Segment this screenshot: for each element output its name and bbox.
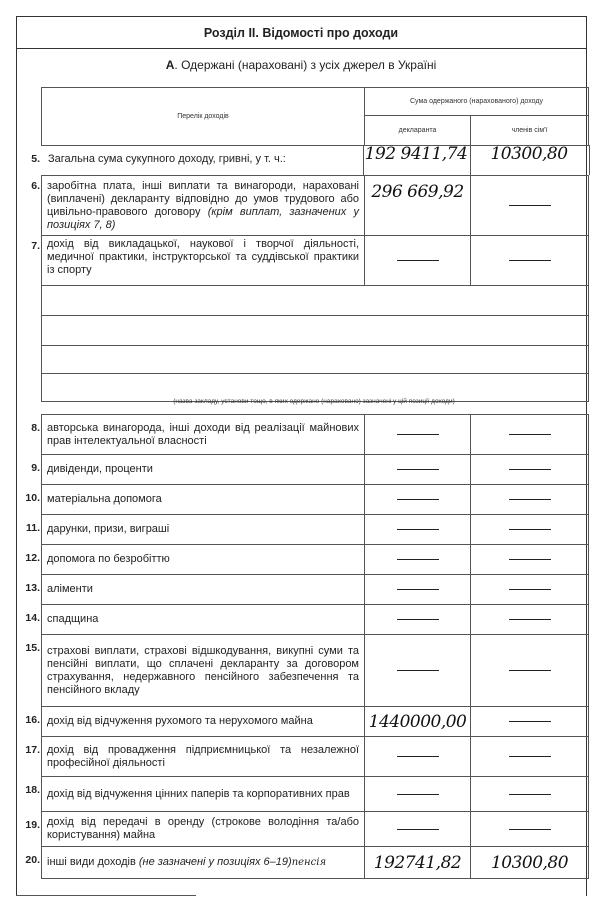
family-cell (471, 515, 589, 545)
section-title: Розділ II. Відомості про доходи (16, 16, 586, 49)
income-type-label: дивіденди, проценти (47, 463, 153, 475)
divider (589, 145, 590, 175)
dash-mark (509, 829, 551, 830)
table-row (42, 545, 589, 575)
family-value: 10300,80 (471, 847, 589, 879)
dash-mark (397, 499, 439, 500)
dash-mark (509, 205, 551, 206)
income-type-label: допомога по безробіттю (47, 553, 170, 565)
declarant-cell (365, 777, 471, 812)
table-row (42, 635, 589, 707)
row-number: 20. (25, 854, 40, 866)
dash-mark (509, 619, 551, 620)
table-row (42, 485, 589, 515)
family-cell (471, 737, 589, 777)
divider (470, 145, 471, 175)
income-type-cell (42, 575, 365, 605)
row-number: 15. (25, 642, 40, 654)
blank-row (42, 316, 589, 346)
table-row (42, 605, 589, 635)
income-table-bottom (41, 414, 589, 879)
dash-mark (509, 559, 551, 560)
institution-line[interactable] (42, 286, 589, 316)
handwritten-note: пенсія (291, 857, 327, 868)
dash-mark (397, 434, 439, 435)
row-6-text (42, 176, 365, 236)
institution-line[interactable] (42, 316, 589, 346)
table-row (42, 236, 589, 286)
family-cell (471, 777, 589, 812)
dash-mark (397, 589, 439, 590)
row-number: 18. (25, 784, 40, 796)
row-6-family-cell (471, 176, 589, 236)
table-row (42, 812, 589, 847)
row-number: 12. (25, 552, 40, 564)
dash-mark (509, 260, 551, 261)
income-type-label: дохід від провадження підприємницької та незалежної професійної діяльності (47, 743, 359, 769)
divider (363, 145, 364, 175)
dash-mark (509, 469, 551, 470)
row-number: 6. (31, 180, 40, 192)
income-type-label: дохід від передачі в оренду (строкове володіння та/або користування) майна (47, 816, 359, 841)
dash-mark (509, 721, 551, 722)
dash-mark (397, 829, 439, 830)
blank-row (42, 346, 589, 374)
row-number: 11. (25, 522, 40, 534)
dash-mark (509, 794, 551, 795)
declarant-cell (365, 545, 471, 575)
table-row (42, 415, 589, 455)
dash-mark (509, 756, 551, 757)
bottom-rule (16, 895, 196, 896)
dash-mark (397, 260, 439, 261)
institution-line[interactable] (42, 346, 589, 374)
dash-mark (509, 499, 551, 500)
income-type-label: дохід від відчуження цінних паперів та корпоративних прав (47, 787, 350, 800)
income-type-cell (42, 605, 365, 635)
declarant-value: 192741,82 (365, 847, 471, 879)
table-row (42, 176, 589, 236)
declarant-cell (365, 605, 471, 635)
income-type-label: дарунки, призи, виграші (47, 523, 170, 535)
row-number: 9. (31, 462, 40, 474)
dash-mark (509, 589, 551, 590)
row-number: 7. (31, 240, 40, 252)
row-6-italic-note: (крім виплат, зазначених у позиціях 7, 8) (47, 205, 360, 231)
dash-mark (397, 670, 439, 671)
declarant-cell (365, 515, 471, 545)
income-table-top (41, 175, 589, 402)
income-type-label: дохід від відчуження рухомого та нерухомого майна (47, 715, 313, 727)
table-row (42, 847, 589, 879)
dash-mark (397, 619, 439, 620)
row-5-declarant-value: 192 9411,74 (364, 144, 468, 164)
dash-mark (509, 434, 551, 435)
family-cell (471, 635, 589, 707)
family-header: членів сім'ї (471, 116, 589, 146)
income-type-cell (42, 415, 365, 455)
income-type-cell (42, 545, 365, 575)
income-type-label: страхові виплати, страхові відшкодування, викупні суми та пенсійні виплати, що сплачені декларанту за договором страхування, недержавного пенсійного забезпечення та пенсійного вкладу (47, 644, 359, 696)
row-number: 16. (25, 714, 40, 726)
family-cell (471, 707, 589, 737)
row-6-declarant-value: 296 669,92 (365, 176, 471, 236)
income-type-label: спадщина (47, 613, 99, 625)
subsection-letter: А (165, 58, 175, 72)
family-cell (471, 575, 589, 605)
table-row (42, 777, 589, 812)
income-type-cell (42, 737, 365, 777)
dash-mark (397, 469, 439, 470)
income-type-cell (42, 777, 365, 812)
row-5-family-value: 10300,80 (490, 144, 568, 164)
income-type-cell (42, 635, 365, 707)
income-type-cell (42, 515, 365, 545)
declarant-cell (365, 415, 471, 455)
table-row (42, 515, 589, 545)
income-type-italic-note: (не зазначені у позиціях 6–19) (138, 856, 292, 868)
list-header: Перелік доходів (42, 88, 365, 146)
row-7-declarant-cell (365, 236, 471, 286)
family-cell (471, 605, 589, 635)
row-7-text: дохід від викладацької, наукової і творчої діяльності, медичної практики, інструкторської та суддівської практики із спорту (42, 236, 365, 286)
subsection-text: . Одержані (нараховані) з усіх джерел в Україні (174, 58, 437, 72)
income-type-cell (42, 707, 365, 737)
dash-mark (397, 756, 439, 757)
subsection-title (16, 58, 586, 72)
family-cell (471, 812, 589, 847)
income-type-cell (42, 455, 365, 485)
declarant-cell (365, 812, 471, 847)
table-row (42, 707, 589, 737)
row-number: 14. (25, 612, 40, 624)
row-6-label: заробітна плата, інші виплати та винагороди, нараховані (виплачені) декларанту відповідно до умов трудового або цивільно-правового договору (47, 179, 359, 218)
dash-mark (509, 529, 551, 530)
declarant-cell (365, 575, 471, 605)
income-type-cell (42, 812, 365, 847)
family-cell (471, 415, 589, 455)
row-7-family-cell (471, 236, 589, 286)
declarant-header: декларанта (365, 116, 471, 146)
row-number: 13. (25, 582, 40, 594)
dash-mark (397, 529, 439, 530)
table-row (42, 737, 589, 777)
table-row (42, 575, 589, 605)
dash-mark (397, 794, 439, 795)
blank-row (42, 286, 589, 316)
dash-mark (509, 670, 551, 671)
declarant-cell (365, 635, 471, 707)
declarant-cell (365, 455, 471, 485)
institution-note: (назва закладу, установи тощо, в яких одержано (нараховано) зазначені у цій позиції доходи) (173, 398, 455, 405)
dash-mark (397, 559, 439, 560)
income-type-cell (42, 847, 365, 879)
income-type-label: аліменти (47, 583, 93, 595)
income-type-label: матеріальна допомога (47, 493, 162, 505)
family-cell (471, 455, 589, 485)
amount-header: Сума одержаного (нарахованого) доходу (365, 88, 589, 116)
row-number: 10. (25, 492, 40, 504)
income-header-table (41, 87, 589, 146)
declarant-cell (365, 485, 471, 515)
income-type-label: авторська винагорода, інші доходи від реалізації майнових прав інтелектуальної власності (47, 421, 359, 447)
row-5-text: Загальна сума сукупного доходу, гривні, у т. ч.: (48, 153, 286, 165)
family-cell (471, 545, 589, 575)
row-number: 19. (25, 819, 40, 831)
family-cell (471, 485, 589, 515)
declarant-value: 1440000,00 (365, 707, 471, 737)
income-type-label: інші види доходів (47, 856, 136, 868)
declarant-cell (365, 737, 471, 777)
row-number: 17. (25, 744, 40, 756)
income-type-cell (42, 485, 365, 515)
row-number: 8. (31, 422, 40, 434)
table-row (42, 455, 589, 485)
row-number: 5. (31, 153, 40, 165)
